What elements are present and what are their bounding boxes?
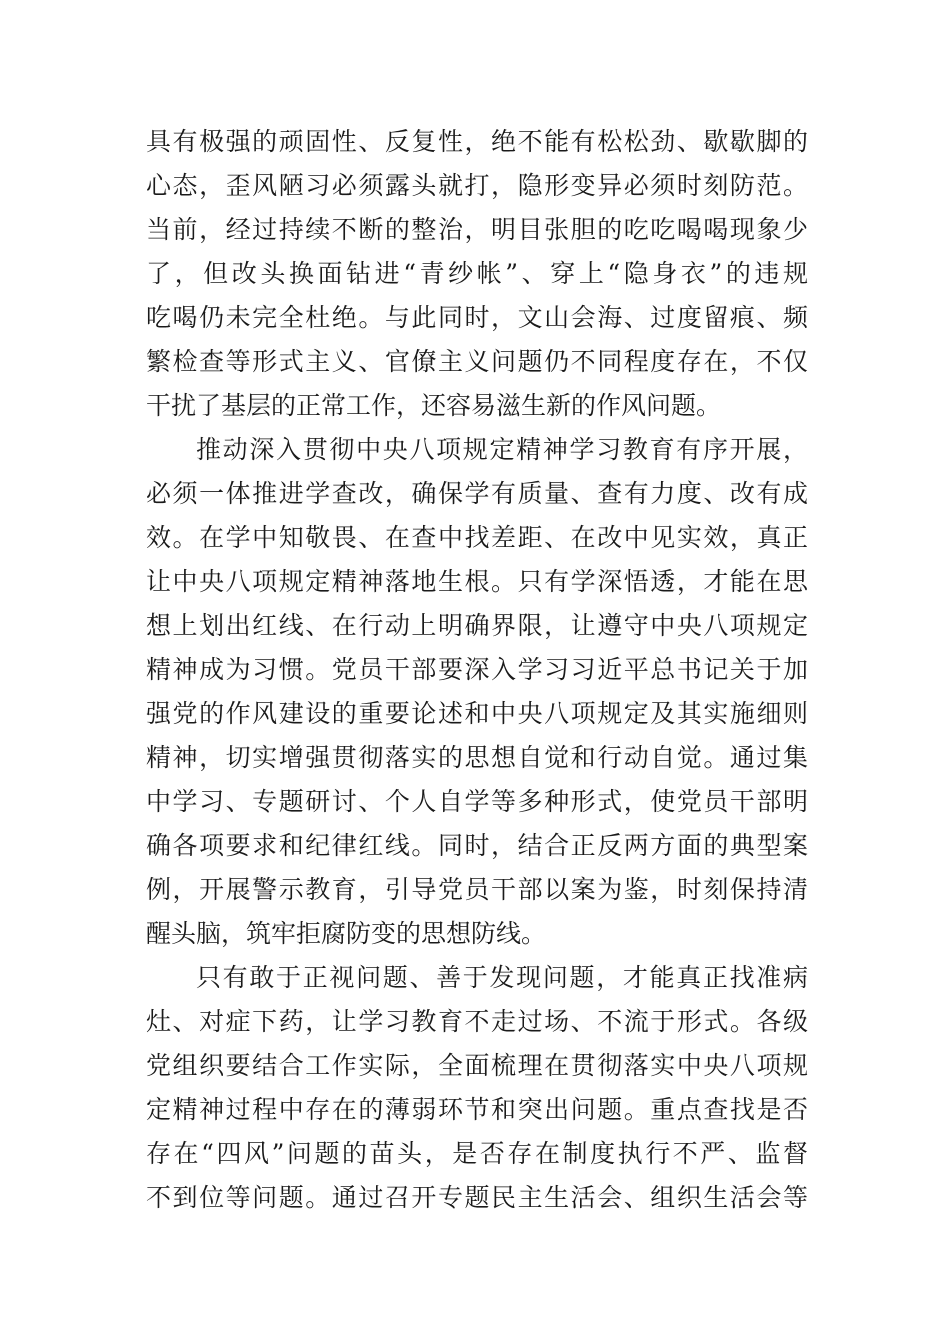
text-line: 了，但改头换面钻进“青纱帐”、穿上“隐身衣”的违规	[146, 259, 808, 288]
text-line: 只有敢于正视问题、善于发现问题，才能真正找准病	[196, 963, 808, 992]
paragraph-3	[146, 956, 808, 1220]
text-line: 不到位等问题。通过召开专题民主生活会、组织生活会等	[146, 1183, 808, 1212]
text-line: 中学习、专题研讨、个人自学等多种形式，使党员干部明	[146, 787, 808, 816]
text-line: 醒头脑，筑牢拒腐防变的思想防线。	[146, 919, 547, 948]
text-line: 心态，歪风陋习必须露头就打，隐形变异必须时刻防范。	[146, 171, 808, 200]
text-line: 繁检查等形式主义、官僚主义问题仍不同程度存在，不仅	[146, 347, 808, 376]
text-line: 让中央八项规定精神落地生根。只有学深悟透，才能在思	[146, 567, 808, 596]
text-line: 干扰了基层的正常工作，还容易滋生新的作风问题。	[146, 391, 722, 420]
document-body	[146, 120, 808, 1220]
text-line: 强党的作风建设的重要论述和中央八项规定及其实施细则	[146, 699, 808, 728]
text-line: 推动深入贯彻中央八项规定精神学习教育有序开展，	[196, 435, 808, 464]
text-line: 想上划出红线、在行动上明确界限，让遵守中央八项规定	[146, 611, 808, 640]
text-line: 必须一体推进学查改，确保学有质量、查有力度、改有成	[146, 479, 808, 508]
text-line: 吃喝仍未完全杜绝。与此同时，文山会海、过度留痕、频	[146, 303, 808, 332]
text-line: 精神成为习惯。党员干部要深入学习习近平总书记关于加	[146, 655, 808, 684]
text-line: 灶、对症下药，让学习教育不走过场、不流于形式。各级	[146, 1007, 808, 1036]
text-line: 确各项要求和纪律红线。同时，结合正反两方面的典型案	[146, 831, 808, 860]
text-line: 精神，切实增强贯彻落实的思想自觉和行动自觉。通过集	[146, 743, 808, 772]
paragraph-1	[146, 120, 808, 428]
text-line: 存在“四风”问题的苗头，是否存在制度执行不严、监督	[146, 1139, 808, 1168]
text-line: 当前，经过持续不断的整治，明目张胆的吃吃喝喝现象少	[146, 215, 808, 244]
paragraph-2	[146, 428, 808, 956]
text-line: 具有极强的顽固性、反复性，绝不能有松松劲、歇歇脚的	[146, 127, 808, 156]
text-line: 定精神过程中存在的薄弱环节和突出问题。重点查找是否	[146, 1095, 808, 1124]
text-line: 党组织要结合工作实际，全面梳理在贯彻落实中央八项规	[146, 1051, 808, 1080]
text-line: 例，开展警示教育，引导党员干部以案为鉴，时刻保持清	[146, 875, 808, 904]
text-line: 效。在学中知敬畏、在查中找差距、在改中见实效，真正	[146, 523, 808, 552]
